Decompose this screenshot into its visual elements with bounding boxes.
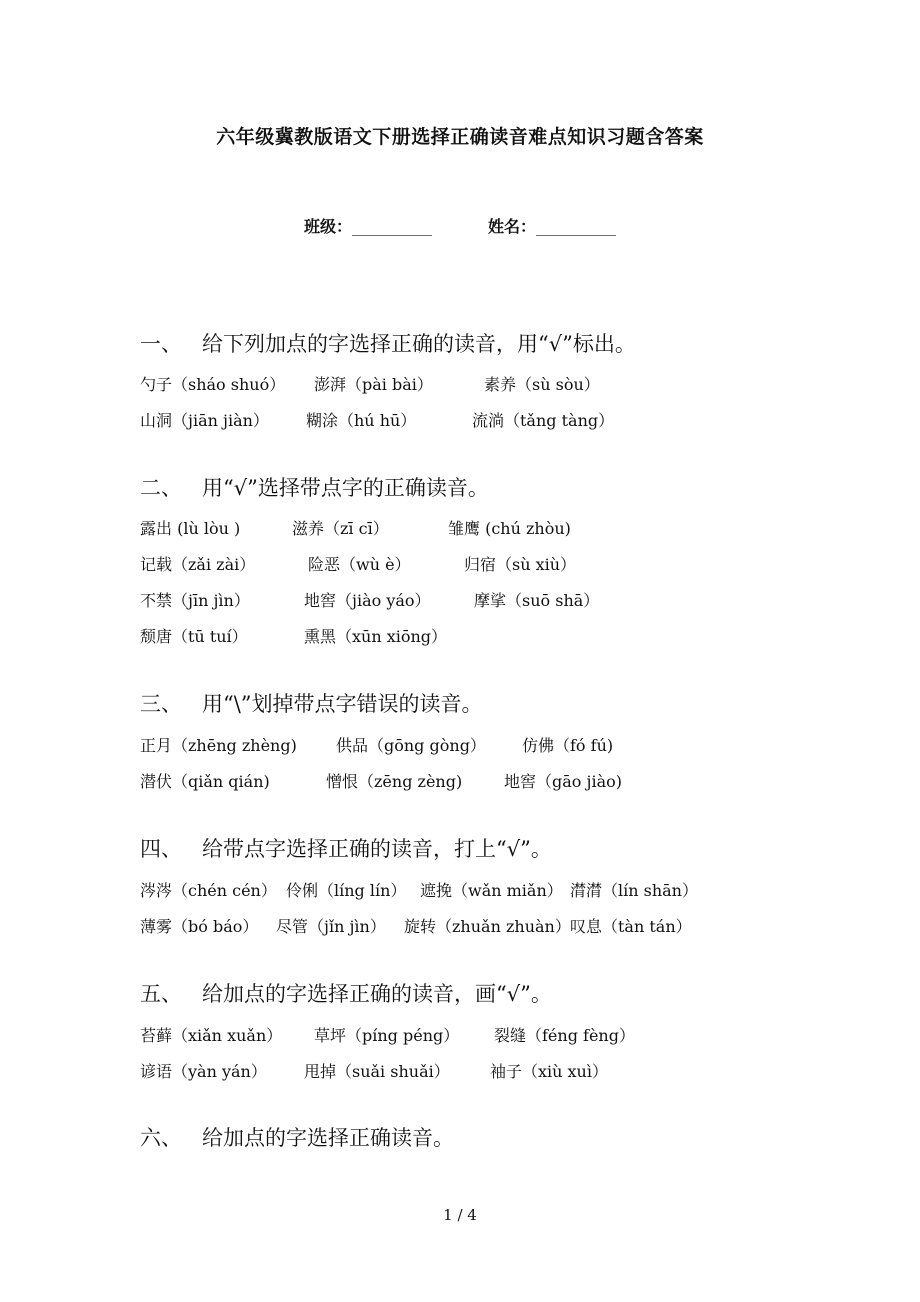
section-1-heading bbox=[140, 328, 636, 358]
question-item: 熏黑（xūn xiōng） bbox=[304, 627, 448, 646]
section-number: 六、 bbox=[140, 1126, 182, 1150]
question-item: 袖子（xiù xuì） bbox=[490, 1062, 608, 1081]
question-item: 糊涂（hú hū） bbox=[306, 411, 417, 430]
section-number: 三、 bbox=[140, 692, 182, 716]
question-item: 澎湃（pài bài） bbox=[314, 375, 433, 394]
question-item: 遮挽（wǎn miǎn） bbox=[420, 881, 563, 900]
page-title: 六年级冀教版语文下册选择正确读音难点知识习题含答案 bbox=[216, 126, 704, 148]
question-item: 旋转（zhuǎn zhuàn） bbox=[404, 917, 571, 936]
question-item: 流淌（tǎng tàng） bbox=[472, 411, 615, 430]
section-number: 四、 bbox=[140, 837, 182, 861]
question-item: 仿佛（fó fú) bbox=[522, 736, 614, 755]
question-item: 正月（zhēng zhèng) bbox=[140, 736, 297, 755]
question-item: 勺子（sháo shuó） bbox=[140, 375, 286, 394]
section-instruction: 给加点的字选择正确读音。 bbox=[202, 1126, 454, 1150]
question-item: 露出 (lù lòu ) bbox=[140, 519, 241, 538]
section-4-heading bbox=[140, 833, 552, 863]
question-item: 憎恨（zēng zèng) bbox=[326, 772, 463, 791]
section-number: 五、 bbox=[140, 982, 182, 1006]
class-blank: __________ bbox=[352, 217, 432, 236]
name-blank: __________ bbox=[536, 217, 617, 236]
question-item: 山洞（jiān jiàn） bbox=[140, 411, 269, 430]
class-label: 班级： bbox=[303, 217, 352, 236]
question-item: 供品（gōng gòng） bbox=[336, 736, 486, 755]
section-instruction: 用“√”选择带点字的正确读音。 bbox=[202, 476, 489, 500]
question-item: 颓唐（tū tuí） bbox=[140, 627, 248, 646]
question-item: 不禁（jīn jìn） bbox=[140, 591, 250, 610]
question-item: 记载（zǎi zài） bbox=[140, 555, 256, 574]
question-item: 薄雾（bó báo） bbox=[140, 917, 259, 936]
question-item: 苔藓（xiǎn xuǎn） bbox=[140, 1026, 283, 1045]
question-item: 潸潸（lín shān） bbox=[570, 881, 698, 900]
question-item: 归宿（sù xiù） bbox=[464, 555, 577, 574]
question-item: 素养（sù sòu） bbox=[484, 375, 600, 394]
name-label: 姓名： bbox=[488, 217, 537, 236]
section-instruction: 给加点的字选择正确的读音，画“√”。 bbox=[202, 982, 552, 1006]
class-field bbox=[304, 214, 432, 237]
name-field bbox=[488, 214, 616, 237]
question-item: 潜伏（qiǎn qián) bbox=[140, 772, 270, 791]
question-item: 草坪（píng péng） bbox=[314, 1026, 460, 1045]
question-item: 裂缝（féng fèng） bbox=[494, 1026, 635, 1045]
question-item: 伶俐（líng lín） bbox=[286, 881, 407, 900]
section-number: 二、 bbox=[140, 476, 182, 500]
question-item: 险恶（wù è） bbox=[308, 555, 411, 574]
question-item: 尽管（jǐn jìn） bbox=[276, 917, 386, 936]
section-instruction: 用“\”划掉带点字错误的读音。 bbox=[202, 692, 483, 716]
student-info bbox=[0, 214, 920, 237]
section-6-heading bbox=[140, 1122, 454, 1152]
section-3-heading bbox=[140, 688, 483, 718]
question-item: 甩掉（suǎi shuǎi） bbox=[304, 1062, 450, 1081]
question-item: 摩挲（suō shā） bbox=[474, 591, 600, 610]
question-item: 谚语（yàn yán） bbox=[140, 1062, 267, 1081]
page-number: 1 / 4 bbox=[443, 1206, 477, 1224]
question-item: 滋养（zī cī） bbox=[292, 519, 389, 538]
section-instruction: 给带点字选择正确的读音，打上“√”。 bbox=[202, 837, 552, 861]
section-2-heading bbox=[140, 472, 489, 502]
section-number: 一、 bbox=[140, 332, 182, 356]
section-instruction: 给下列加点的字选择正确的读音，用“√”标出。 bbox=[202, 332, 636, 356]
question-item: 雏鹰 (chú zhòu) bbox=[448, 519, 571, 538]
question-item: 叹息（tàn tán） bbox=[570, 917, 692, 936]
section-5-heading bbox=[140, 978, 552, 1008]
question-item: 地窖（gāo jiào) bbox=[504, 772, 622, 791]
question-item: 地窖（jiào yáo） bbox=[304, 591, 431, 610]
question-item: 涔涔（chén cén） bbox=[140, 881, 277, 900]
